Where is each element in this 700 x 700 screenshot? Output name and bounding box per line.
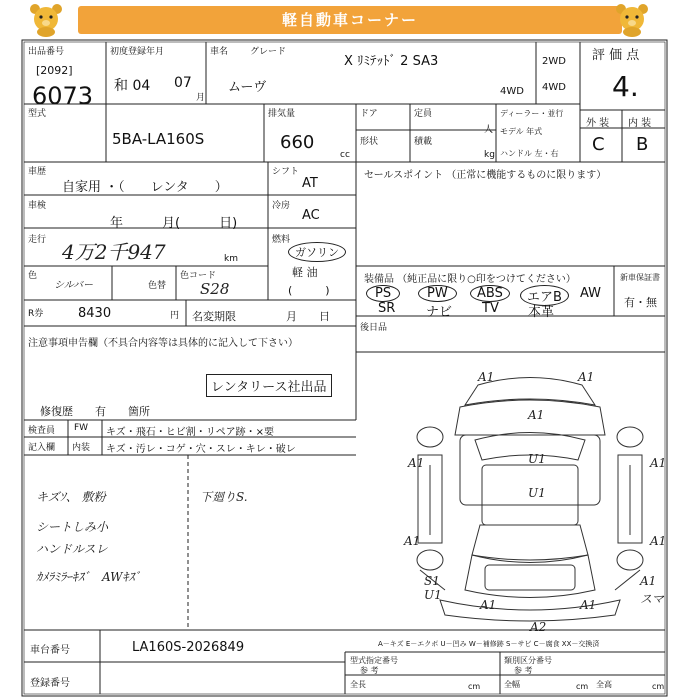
name-change-label: 名変期限 (192, 310, 236, 323)
int-rating: B (636, 134, 649, 155)
damage-mark: A1 (404, 534, 421, 548)
damage-mark: A1 (528, 408, 545, 422)
color-label: 色 (28, 271, 38, 281)
lot-number: 6073 (32, 82, 94, 110)
aircon-label: 冷房 (272, 201, 291, 211)
usage-label: 車歴 (28, 167, 47, 177)
int-label: 内装 (72, 443, 91, 453)
color-value: シルバー (54, 280, 94, 291)
height-label: 全高 (596, 680, 612, 689)
chassis-label: 車台番号 (30, 645, 70, 656)
length-unit: cm (468, 682, 481, 691)
damage-mark: U1 (424, 588, 442, 602)
inspector-label-2: 記入欄 (28, 443, 56, 453)
handwritten-note: ハンドルスレ (36, 542, 108, 556)
vehicle-name: ムーヴ (228, 80, 267, 95)
rental-stamp: レンタリース社出品 (206, 374, 332, 397)
equip-airbag: エアB (520, 285, 569, 306)
equip-sr: SR (378, 301, 396, 316)
ref-label: 参 考 (360, 666, 379, 675)
doors-label: ドア (360, 109, 378, 119)
dealer-label: ディーラー・並行 (500, 109, 564, 118)
damage-mark: A1 (640, 574, 657, 588)
fuel-label: 燃料 (272, 235, 291, 245)
mileage-value: 4万2千947 (62, 240, 166, 264)
damage-mark: A1 (650, 456, 667, 470)
color-code: S28 (200, 280, 230, 298)
color-swap-label: 色替 (148, 281, 167, 291)
ext-rating-label: 外 装 (586, 118, 610, 129)
warranty-label: 新車保証書 (620, 273, 660, 282)
fw-label: FW (74, 423, 89, 433)
damage-mark: S1 (424, 574, 440, 588)
shift-label: シフト (272, 167, 300, 177)
inspection-value: 年 月( 日) (110, 216, 238, 231)
int-rating-label: 内 装 (628, 118, 652, 129)
drive-4wd: 4WD (542, 82, 566, 93)
model-label: 型式 (28, 109, 47, 119)
aircon-value: AC (302, 208, 320, 223)
handwritten-note: ｶﾒﾗﾐﾗｰｷｽﾞ AWｷｽﾞ (36, 570, 141, 584)
drive-4wd-note: 4WD (500, 86, 524, 97)
damage-mark: U1 (528, 486, 546, 500)
repair-history: 修復歴 有 箇所 (40, 405, 150, 418)
notes-label: 注意事項申告欄（不具合内容等は具体的に記入して下さい） (28, 338, 298, 349)
lot-code: [2092] (36, 64, 73, 77)
load-unit: kg (484, 150, 495, 160)
handle-label: ハンドル 左・右 (500, 149, 559, 158)
recycle-label: R券 (28, 309, 44, 319)
category-label: 類別区分番号 (504, 656, 552, 665)
shift-value: AT (302, 176, 318, 191)
inspector-label: 検査員 (28, 426, 56, 436)
damage-mark: A1 (650, 534, 667, 548)
fuel-other: ( ) (288, 284, 330, 297)
equip-leather: 本革 (528, 305, 555, 320)
recycle-value: 8430 (78, 306, 112, 321)
damage-mark: スマ (640, 592, 664, 606)
damage-mark: A1 (578, 370, 595, 384)
ext-rating: C (592, 134, 605, 155)
inspection-label: 車検 (28, 201, 47, 211)
mileage-unit: km (224, 254, 238, 264)
fuel-gasoline: ガソリン (288, 242, 346, 262)
displacement-label: 排気量 (268, 109, 296, 119)
mileage-label: 走行 (28, 235, 47, 245)
after-parts-label: 後日品 (360, 323, 388, 333)
equip-pw: PW (418, 285, 457, 302)
first-reg-month: 07 (174, 75, 192, 91)
height-unit: cm (652, 682, 665, 691)
rating-label: 評 価 点 (592, 48, 640, 63)
vehicle-name-label: 車名 (210, 47, 229, 57)
width-unit: cm (576, 682, 589, 691)
int-items: キズ・汚レ・コゲ・穴・スレ・キレ・破レ (106, 444, 296, 455)
damage-mark: A2 (530, 620, 547, 634)
capacity-label: 定員 (414, 109, 433, 119)
model-year-label: モデル 年式 (500, 127, 543, 136)
equip-navi: ナビ (426, 305, 453, 320)
equip-tv: TV (482, 301, 499, 316)
grade-label: グレード (250, 47, 287, 57)
rating-score: 4. (612, 70, 639, 103)
chassis-value: LA160S-2026849 (132, 640, 245, 655)
lot-label: 出品番号 (28, 47, 65, 57)
fuel-diesel: 軽 油 (292, 266, 318, 279)
length-label: 全長 (350, 680, 366, 689)
drive-2wd: 2WD (542, 56, 566, 67)
sales-point-label: セールスポイント （正常に機能するものに限ります） (364, 170, 607, 181)
equip-ps: PS (366, 285, 400, 302)
shape-label: 形状 (360, 137, 379, 147)
damage-mark: A1 (408, 456, 425, 470)
equip-aw: AW (580, 286, 602, 301)
name-change-unit: 月 日 (286, 310, 330, 323)
damage-legend: A－キズ E－エクボ U－凹み W－補修跡 S－サビ C－腐食 XX－交換済 (378, 640, 600, 648)
first-reg-era: 和 04 (114, 78, 151, 94)
damage-mark: A1 (478, 370, 495, 384)
damage-mark: U1 (528, 452, 546, 466)
damage-mark: A1 (580, 598, 597, 612)
recycle-unit: 円 (170, 311, 180, 321)
load-label: 積載 (414, 137, 433, 147)
handwritten-note: シートしみ小 (36, 520, 109, 534)
handwritten-note: 下廻りS. (200, 490, 248, 504)
ref-label-2: 参 考 (514, 666, 533, 675)
registration-label: 登録番号 (30, 678, 70, 689)
warranty-value: 有・無 (624, 296, 657, 309)
handwritten-note: キズｿ、 敷粉 (36, 490, 106, 504)
fw-items: キズ・飛石・ヒビ割・リペア跡・×要 (106, 427, 274, 438)
displacement-value: 660 (280, 132, 315, 153)
first-reg-month-unit: 月 (196, 93, 206, 103)
damage-mark: A1 (480, 598, 497, 612)
equip-abs: ABS (470, 285, 510, 302)
color-code-label: 色コード (180, 271, 217, 281)
usage-value: 自家用 ・（ レンタ ） (62, 180, 228, 195)
first-reg-label: 初度登録年月 (110, 47, 165, 57)
capacity-unit: 人 (484, 125, 494, 135)
width-label: 全幅 (504, 680, 520, 689)
equipment-label: 装備品 （純正品に限り○印をつけてください） (364, 274, 576, 285)
displacement-unit: cc (340, 150, 350, 160)
model-value: 5BA-LA160S (112, 130, 205, 148)
model-cert-label: 型式指定番号 (350, 656, 398, 665)
vehicle-grade: X ﾘﾐﾃｯﾄﾞ 2 SA3 (344, 54, 439, 69)
header-title: 軽自動車コーナー (281, 11, 418, 29)
